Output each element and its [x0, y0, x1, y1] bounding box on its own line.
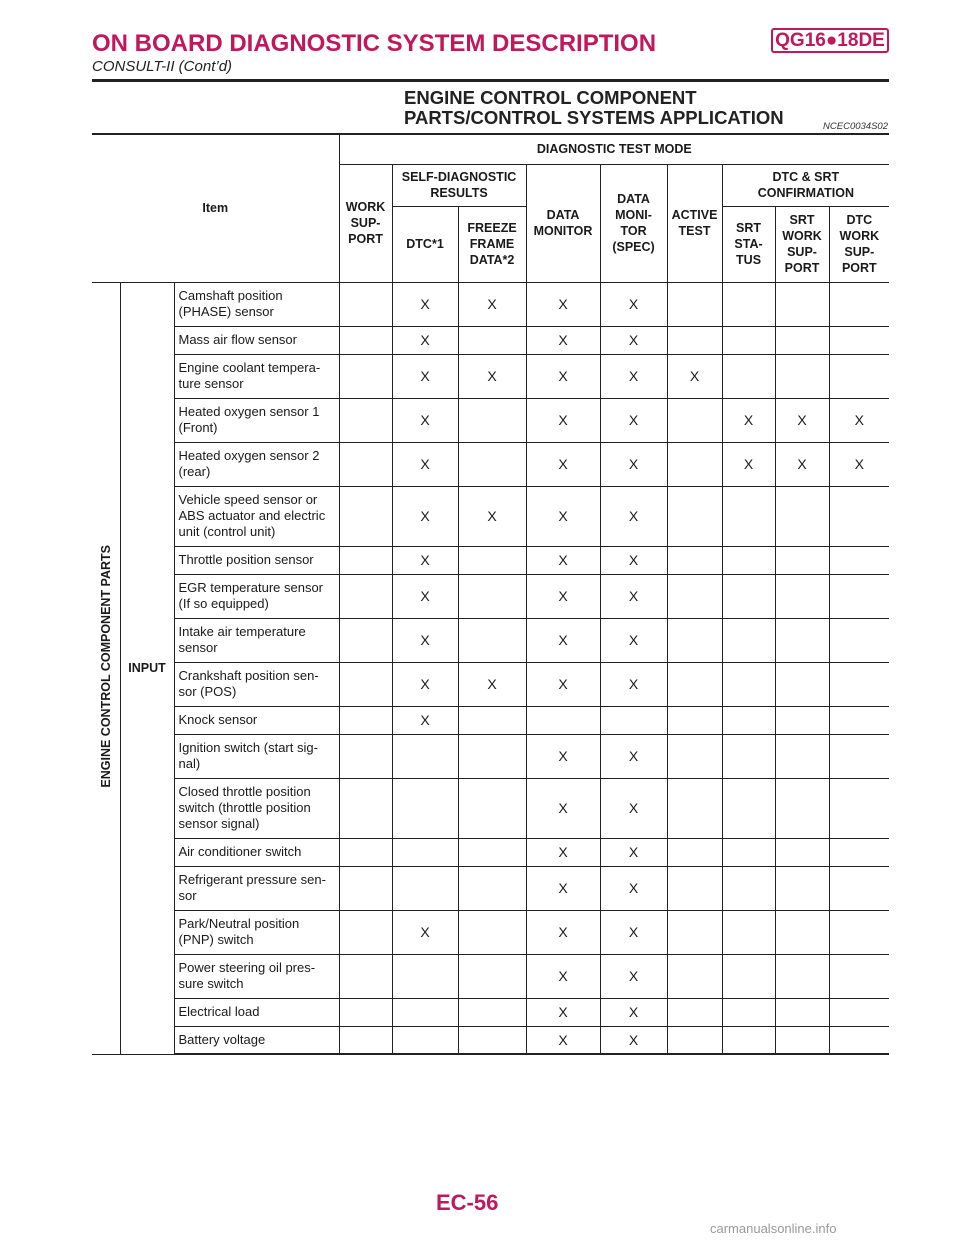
row-mark-cell	[722, 282, 775, 326]
row-mark-cell	[667, 866, 722, 910]
row-mark-cell	[339, 778, 392, 838]
row-mark-cell	[458, 1026, 526, 1054]
row-mark-cell: X	[600, 734, 667, 778]
row-mark-cell	[339, 998, 392, 1026]
row-mark-cell	[722, 734, 775, 778]
row-mark-cell	[829, 326, 889, 354]
header-work-support: WORK SUP-PORT	[339, 164, 392, 282]
row-mark-cell: X	[600, 778, 667, 838]
row-mark-cell: X	[392, 574, 458, 618]
row-mark-cell: X	[667, 354, 722, 398]
row-mark-cell: X	[526, 326, 600, 354]
row-mark-cell	[829, 954, 889, 998]
row-item-label: Heated oxygen sensor 2 (rear)	[174, 442, 339, 486]
row-mark-cell: X	[526, 546, 600, 574]
row-mark-cell	[775, 866, 829, 910]
header-active-test: ACTIVE TEST	[667, 164, 722, 282]
row-mark-cell	[339, 326, 392, 354]
row-item-label: Power steering oil pres-sure switch	[174, 954, 339, 998]
row-mark-cell	[667, 326, 722, 354]
row-mark-cell	[829, 998, 889, 1026]
row-mark-cell	[667, 838, 722, 866]
row-mark-cell	[667, 998, 722, 1026]
row-mark-cell	[722, 866, 775, 910]
header-dtc: DTC*1	[392, 206, 458, 282]
row-mark-cell: X	[392, 546, 458, 574]
row-mark-cell	[667, 706, 722, 734]
row-item-label: Mass air flow sensor	[174, 326, 339, 354]
row-mark-cell: X	[775, 398, 829, 442]
row-mark-cell	[339, 618, 392, 662]
row-mark-cell: X	[392, 326, 458, 354]
row-mark-cell	[722, 910, 775, 954]
row-mark-cell	[339, 486, 392, 546]
row-mark-cell	[722, 354, 775, 398]
table-row	[92, 662, 889, 706]
row-mark-cell	[458, 866, 526, 910]
row-mark-cell	[339, 282, 392, 326]
row-mark-cell	[339, 838, 392, 866]
row-mark-cell	[339, 546, 392, 574]
row-item-label: Electrical load	[174, 998, 339, 1026]
row-mark-cell	[775, 574, 829, 618]
row-mark-cell	[339, 574, 392, 618]
row-mark-cell: X	[392, 910, 458, 954]
row-mark-cell: X	[526, 282, 600, 326]
table-row	[92, 866, 889, 910]
row-mark-cell: X	[526, 866, 600, 910]
row-mark-cell	[458, 442, 526, 486]
row-mark-cell	[339, 866, 392, 910]
row-mark-cell	[339, 442, 392, 486]
table-row	[92, 838, 889, 866]
row-mark-cell	[667, 574, 722, 618]
row-mark-cell: X	[526, 574, 600, 618]
row-mark-cell: X	[600, 546, 667, 574]
row-mark-cell: X	[526, 998, 600, 1026]
row-mark-cell: X	[392, 662, 458, 706]
row-mark-cell: X	[458, 354, 526, 398]
row-mark-cell	[339, 354, 392, 398]
row-mark-cell	[667, 546, 722, 574]
row-mark-cell: X	[458, 486, 526, 546]
row-mark-cell	[829, 618, 889, 662]
row-mark-cell	[722, 998, 775, 1026]
table-row	[92, 326, 889, 354]
section-title: ENGINE CONTROL COMPONENT PARTS/CONTROL SYSTEMS APPLICATION	[404, 87, 784, 128]
row-mark-cell	[458, 706, 526, 734]
row-mark-cell: X	[600, 954, 667, 998]
header-data-monitor: DATA MONITOR	[526, 164, 600, 282]
application-table	[92, 133, 889, 1055]
row-mark-cell: X	[600, 442, 667, 486]
row-mark-cell	[458, 998, 526, 1026]
row-mark-cell: X	[392, 398, 458, 442]
row-mark-cell: X	[392, 282, 458, 326]
row-mark-cell	[392, 778, 458, 838]
row-mark-cell	[667, 398, 722, 442]
row-mark-cell	[775, 282, 829, 326]
row-mark-cell	[667, 954, 722, 998]
row-mark-cell	[458, 838, 526, 866]
row-mark-cell	[829, 866, 889, 910]
row-item-label: Crankshaft position sen-sor (POS)	[174, 662, 339, 706]
row-mark-cell: X	[526, 734, 600, 778]
row-mark-cell: X	[526, 618, 600, 662]
row-mark-cell	[829, 838, 889, 866]
row-mark-cell: X	[600, 282, 667, 326]
row-mark-cell	[458, 954, 526, 998]
header-dtc-srt-confirmation: DTC & SRT CONFIRMATION	[722, 164, 889, 206]
row-mark-cell	[339, 954, 392, 998]
row-mark-cell	[775, 662, 829, 706]
row-mark-cell: X	[458, 282, 526, 326]
row-mark-cell: X	[600, 486, 667, 546]
row-mark-cell	[829, 910, 889, 954]
table-row	[92, 734, 889, 778]
row-mark-cell	[392, 734, 458, 778]
table-row	[92, 354, 889, 398]
table-row	[92, 574, 889, 618]
row-mark-cell	[775, 354, 829, 398]
row-mark-cell: X	[600, 910, 667, 954]
row-mark-cell	[829, 282, 889, 326]
row-mark-cell	[392, 1026, 458, 1054]
row-mark-cell	[458, 778, 526, 838]
row-mark-cell	[722, 618, 775, 662]
row-mark-cell	[829, 574, 889, 618]
row-mark-cell: X	[392, 442, 458, 486]
row-item-label: Park/Neutral position (PNP) switch	[174, 910, 339, 954]
table-row	[92, 1026, 889, 1054]
row-mark-cell	[722, 574, 775, 618]
row-mark-cell	[339, 910, 392, 954]
row-mark-cell	[458, 574, 526, 618]
table-row	[92, 442, 889, 486]
row-mark-cell	[458, 326, 526, 354]
group-label-cell	[92, 282, 120, 1054]
row-mark-cell	[722, 706, 775, 734]
row-mark-cell	[829, 734, 889, 778]
header-self-diagnostic-results: SELF-DIAGNOSTIC RESULTS	[392, 164, 526, 206]
row-mark-cell	[775, 734, 829, 778]
row-mark-cell	[829, 1026, 889, 1054]
row-mark-cell	[667, 910, 722, 954]
row-mark-cell: X	[526, 838, 600, 866]
row-item-label: Throttle position sensor	[174, 546, 339, 574]
row-mark-cell	[722, 486, 775, 546]
header-dtc-work-support: DTC WORK SUP-PORT	[829, 206, 889, 282]
row-mark-cell: X	[600, 398, 667, 442]
header-srt-status: SRT STA-TUS	[722, 206, 775, 282]
row-mark-cell: X	[829, 398, 889, 442]
row-mark-cell: X	[775, 442, 829, 486]
row-mark-cell	[775, 954, 829, 998]
table-row	[92, 282, 889, 326]
row-item-label: Air conditioner switch	[174, 838, 339, 866]
row-mark-cell: X	[600, 998, 667, 1026]
row-mark-cell	[829, 662, 889, 706]
row-mark-cell	[829, 706, 889, 734]
page-header-subtitle: CONSULT-II (Cont’d)	[92, 58, 233, 75]
row-item-label: Vehicle speed sensor or ABS actuator and electric unit (control unit)	[174, 486, 339, 546]
row-mark-cell: X	[458, 662, 526, 706]
row-mark-cell	[667, 486, 722, 546]
header-data-monitor-spec: DATA MONI-TOR (SPEC)	[600, 164, 667, 282]
row-mark-cell	[829, 546, 889, 574]
row-mark-cell	[722, 954, 775, 998]
row-mark-cell: X	[526, 486, 600, 546]
group-label: ENGINE CONTROL COMPONENT PARTS	[98, 545, 113, 788]
row-mark-cell	[775, 618, 829, 662]
row-mark-cell	[339, 662, 392, 706]
header-rule	[92, 79, 889, 82]
row-mark-cell: X	[600, 574, 667, 618]
row-mark-cell	[829, 486, 889, 546]
page-header-title: ON BOARD DIAGNOSTIC SYSTEM DESCRIPTION	[92, 30, 657, 57]
row-mark-cell	[600, 706, 667, 734]
row-mark-cell	[775, 326, 829, 354]
header-diagnostic-test-mode: DIAGNOSTIC TEST MODE	[339, 134, 889, 164]
row-mark-cell	[775, 1026, 829, 1054]
row-mark-cell	[392, 838, 458, 866]
row-mark-cell: X	[600, 1026, 667, 1054]
row-mark-cell	[458, 546, 526, 574]
row-mark-cell: X	[600, 326, 667, 354]
row-mark-cell	[526, 706, 600, 734]
table-row	[92, 618, 889, 662]
subgroup-label: INPUT	[120, 282, 174, 1054]
page-number: EC-56	[436, 1190, 499, 1215]
row-mark-cell	[667, 662, 722, 706]
row-mark-cell: X	[392, 618, 458, 662]
row-mark-cell	[667, 734, 722, 778]
row-mark-cell: X	[829, 442, 889, 486]
table-row	[92, 910, 889, 954]
row-mark-cell	[722, 1026, 775, 1054]
table-row	[92, 954, 889, 998]
row-mark-cell: X	[526, 1026, 600, 1054]
row-mark-cell	[775, 838, 829, 866]
row-mark-cell: X	[526, 354, 600, 398]
table-row	[92, 546, 889, 574]
row-mark-cell	[339, 706, 392, 734]
row-mark-cell: X	[526, 442, 600, 486]
row-mark-cell: X	[600, 618, 667, 662]
row-item-label: Intake air temperature sensor	[174, 618, 339, 662]
table-row	[92, 398, 889, 442]
engine-code-badge: QG16●18DE	[771, 28, 889, 53]
row-mark-cell	[458, 910, 526, 954]
row-item-label: Heated oxygen sensor 1 (Front)	[174, 398, 339, 442]
row-mark-cell	[775, 778, 829, 838]
row-mark-cell	[339, 1026, 392, 1054]
row-mark-cell	[667, 442, 722, 486]
row-mark-cell	[458, 618, 526, 662]
header-freeze-frame: FREEZE FRAME DATA*2	[458, 206, 526, 282]
watermark: carmanualsonline.info	[710, 1221, 837, 1236]
row-mark-cell	[392, 998, 458, 1026]
row-mark-cell: X	[392, 486, 458, 546]
row-mark-cell	[722, 662, 775, 706]
row-mark-cell: X	[600, 662, 667, 706]
row-mark-cell: X	[526, 398, 600, 442]
row-item-label: Camshaft position (PHASE) sensor	[174, 282, 339, 326]
row-item-label: EGR temperature sensor (If so equipped)	[174, 574, 339, 618]
row-item-label: Ignition switch (start sig-nal)	[174, 734, 339, 778]
row-mark-cell	[667, 778, 722, 838]
row-mark-cell	[392, 866, 458, 910]
row-mark-cell	[667, 618, 722, 662]
row-mark-cell: X	[526, 662, 600, 706]
row-mark-cell: X	[600, 838, 667, 866]
row-mark-cell	[775, 706, 829, 734]
row-mark-cell	[458, 734, 526, 778]
row-mark-cell	[775, 910, 829, 954]
row-mark-cell: X	[722, 442, 775, 486]
row-mark-cell	[775, 998, 829, 1026]
row-mark-cell	[458, 398, 526, 442]
row-mark-cell: X	[722, 398, 775, 442]
row-mark-cell: X	[526, 954, 600, 998]
row-mark-cell: X	[392, 354, 458, 398]
row-mark-cell	[722, 778, 775, 838]
row-mark-cell	[722, 546, 775, 574]
row-mark-cell	[775, 486, 829, 546]
row-item-label: Closed throttle position switch (throttle position sensor signal)	[174, 778, 339, 838]
row-mark-cell: X	[526, 910, 600, 954]
row-item-label: Battery voltage	[174, 1026, 339, 1054]
row-mark-cell	[667, 1026, 722, 1054]
row-mark-cell	[392, 954, 458, 998]
header-item: Item	[92, 134, 339, 282]
row-item-label: Engine coolant tempera-ture sensor	[174, 354, 339, 398]
row-mark-cell	[722, 838, 775, 866]
section-code: NCEC0034S02	[823, 121, 888, 132]
row-mark-cell: X	[526, 778, 600, 838]
table-row	[92, 778, 889, 838]
row-item-label: Knock sensor	[174, 706, 339, 734]
row-mark-cell	[722, 326, 775, 354]
row-mark-cell: X	[392, 706, 458, 734]
header-srt-work-support: SRT WORK SUP-PORT	[775, 206, 829, 282]
table-row	[92, 706, 889, 734]
row-mark-cell: X	[600, 866, 667, 910]
row-item-label: Refrigerant pressure sen-sor	[174, 866, 339, 910]
row-mark-cell	[339, 734, 392, 778]
table-row	[92, 486, 889, 546]
row-mark-cell: X	[600, 354, 667, 398]
row-mark-cell	[339, 398, 392, 442]
row-mark-cell	[829, 354, 889, 398]
row-mark-cell	[775, 546, 829, 574]
row-mark-cell	[667, 282, 722, 326]
table-row	[92, 998, 889, 1026]
row-mark-cell	[829, 778, 889, 838]
